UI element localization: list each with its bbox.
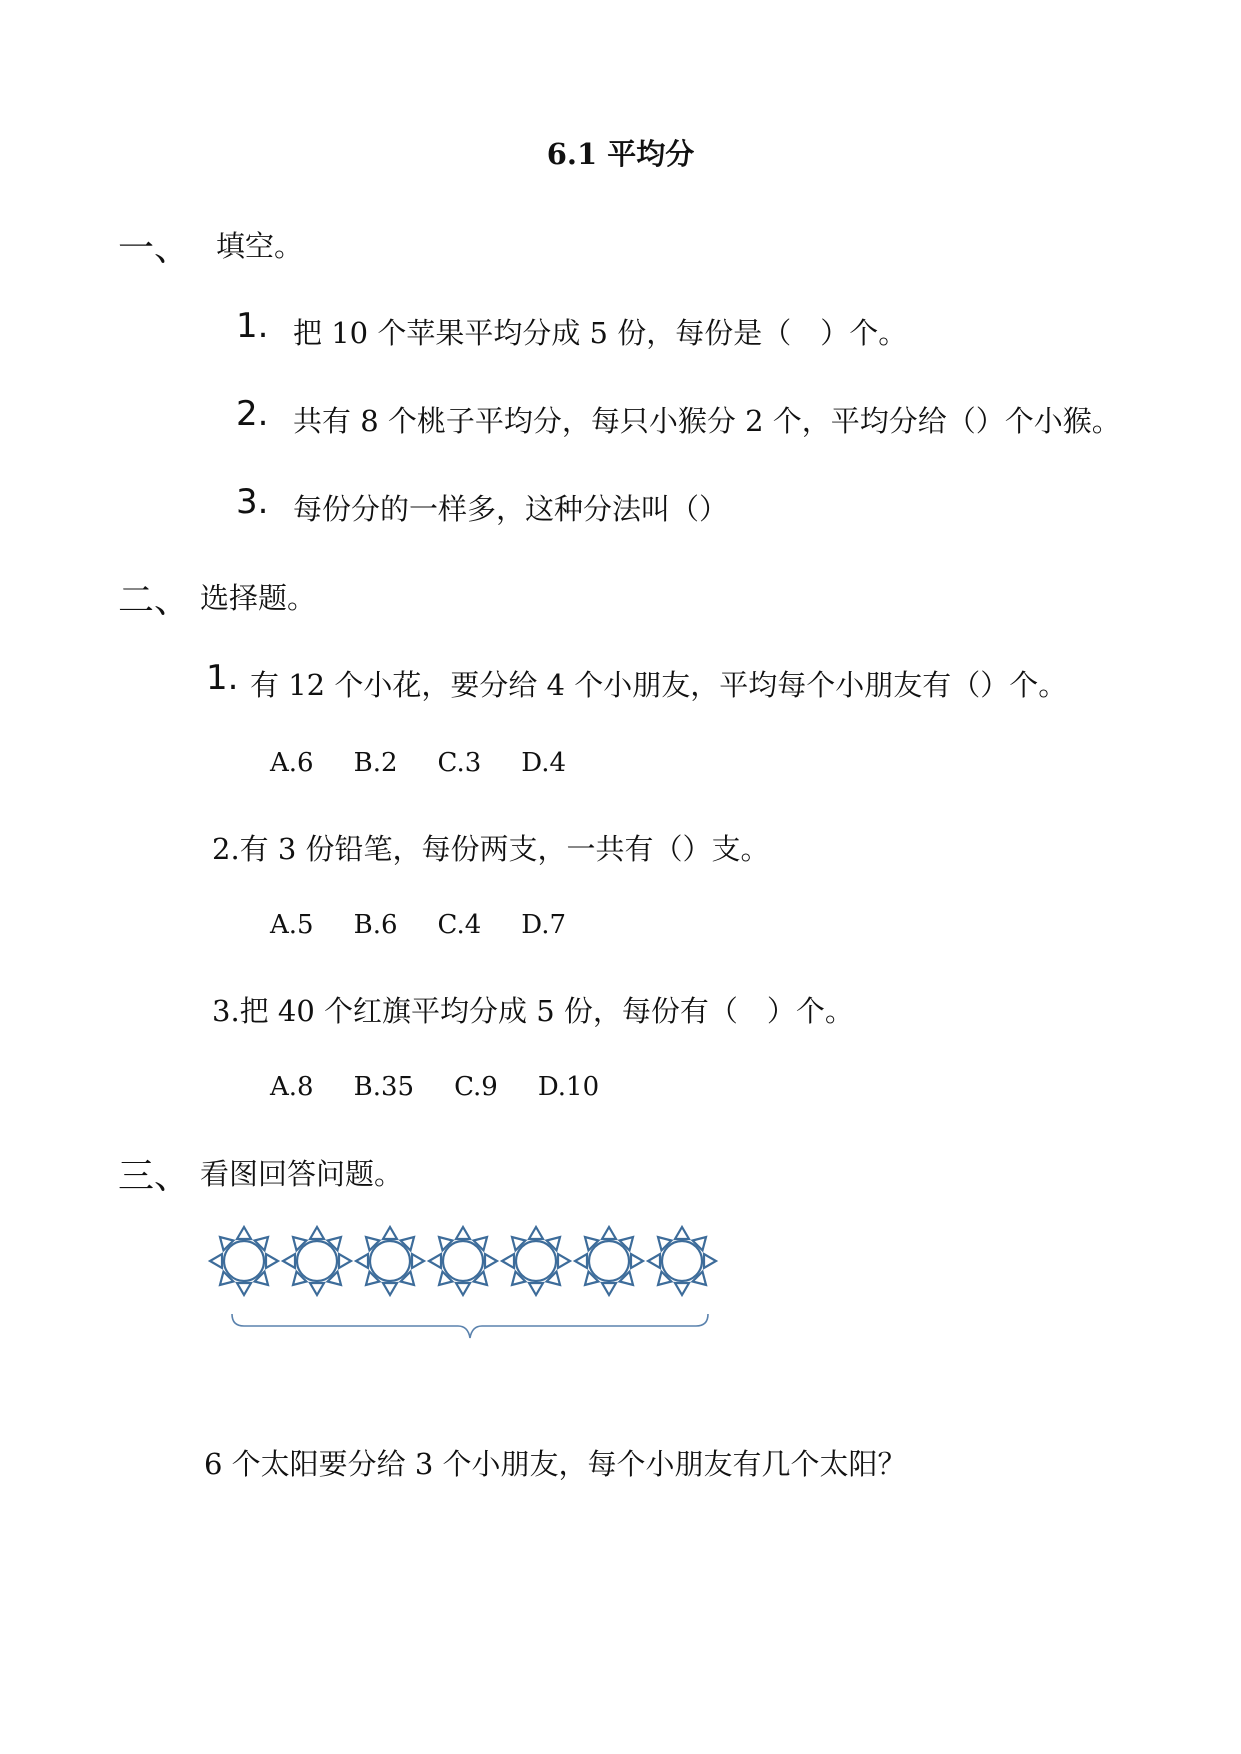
sun-ray — [237, 1227, 251, 1239]
sun-disc — [589, 1241, 629, 1281]
section-1-number: 一、 — [118, 228, 191, 269]
sun-ray — [558, 1254, 570, 1268]
s2-q3 — [212, 989, 854, 1030]
sun-ray — [456, 1283, 470, 1295]
s2-q1-number: 1. — [206, 658, 239, 698]
sun-ray — [237, 1283, 251, 1295]
sun-icon — [283, 1227, 351, 1295]
section-2-label: 选择题。 — [200, 581, 317, 615]
s2-q3-option-b[interactable]: B.35 — [353, 1072, 415, 1102]
sun-disc — [297, 1241, 337, 1281]
s1-q3-text: 每份分的一样多，这种分法叫（） — [293, 492, 729, 526]
s2-q1-text: 有 12 个小花，要分给 4 个小朋友，平均每个小朋友有（）个。 — [250, 668, 1068, 702]
s2-q1-option-d[interactable]: D.4 — [521, 748, 567, 778]
s1-q1-number: 1. — [236, 306, 269, 346]
s1-q2-number: 2. — [236, 394, 269, 434]
s2-q1-option-b[interactable]: B.2 — [353, 748, 398, 778]
sun-icon — [356, 1227, 424, 1295]
sun-disc — [370, 1241, 410, 1281]
sun-ray — [210, 1254, 222, 1268]
s2-q2-option-a[interactable]: A.5 — [270, 910, 314, 940]
s1-q3-number: 3. — [236, 482, 269, 522]
sun-ray — [529, 1227, 543, 1239]
s2-q2-option-d[interactable]: D.7 — [521, 910, 567, 940]
s2-q3-number: 3. — [212, 994, 240, 1028]
sun-ray — [675, 1227, 689, 1239]
section-1-label: 填空。 — [216, 229, 304, 263]
s2-q2-options — [270, 910, 566, 940]
section-3-label: 看图回答问题。 — [200, 1157, 404, 1191]
sun-ray — [602, 1227, 616, 1239]
sun-ray — [266, 1254, 278, 1268]
sun-icon — [648, 1227, 716, 1295]
sun-ray — [704, 1254, 716, 1268]
sun-disc — [443, 1241, 483, 1281]
sun-ray — [529, 1283, 543, 1295]
sun-row-figure — [200, 1225, 720, 1297]
sun-ray — [283, 1254, 295, 1268]
s1-q2-text: 共有 8 个桃子平均分，每只小猴分 2 个，平均分给（）个小猴。 — [293, 404, 1121, 438]
sun-ray — [356, 1254, 368, 1268]
s2-q2-option-b[interactable]: B.6 — [353, 910, 398, 940]
sun-ray — [602, 1283, 616, 1295]
brace-figure — [230, 1312, 710, 1354]
sun-ray — [383, 1283, 397, 1295]
sun-icon — [575, 1227, 643, 1295]
s2-q3-option-c[interactable]: C.9 — [454, 1072, 498, 1102]
s2-q2-number: 2. — [212, 832, 240, 866]
sun-ray — [631, 1254, 643, 1268]
sun-ray — [575, 1254, 587, 1268]
sun-ray — [648, 1254, 660, 1268]
page-title: 6.1 平均分 — [546, 137, 695, 171]
sun-disc — [516, 1241, 556, 1281]
sun-ray — [485, 1254, 497, 1268]
sun-ray — [310, 1283, 324, 1295]
section-3-number: 三、 — [118, 1156, 191, 1197]
s3-question-text: 6 个太阳要分给 3 个小朋友，每个小朋友有几个太阳？ — [204, 1447, 907, 1481]
s2-q3-options — [270, 1072, 599, 1102]
sun-disc — [224, 1241, 264, 1281]
s2-q3-text: 把 40 个红旗平均分成 5 份，每份有（ ）个。 — [239, 994, 854, 1028]
s2-q1-options — [270, 748, 566, 778]
sun-ray — [502, 1254, 514, 1268]
s2-q1-option-c[interactable]: C.3 — [437, 748, 482, 778]
s2-q2 — [212, 827, 770, 868]
brace-icon — [232, 1314, 708, 1338]
sun-icon — [429, 1227, 497, 1295]
s1-q1-text: 把 10 个苹果平均分成 5 份，每份是（ ）个。 — [293, 316, 908, 350]
sun-ray — [383, 1227, 397, 1239]
sun-ray — [310, 1227, 324, 1239]
sun-icon — [210, 1227, 278, 1295]
sun-ray — [339, 1254, 351, 1268]
s2-q2-text: 有 3 份铅笔，每份两支，一共有（）支。 — [239, 832, 770, 866]
sun-ray — [456, 1227, 470, 1239]
s2-q1-option-a[interactable]: A.6 — [270, 748, 314, 778]
s2-q2-option-c[interactable]: C.4 — [437, 910, 482, 940]
sun-disc — [662, 1241, 702, 1281]
sun-ray — [429, 1254, 441, 1268]
sun-ray — [412, 1254, 424, 1268]
section-2-number: 二、 — [118, 580, 191, 621]
s2-q3-option-a[interactable]: A.8 — [270, 1072, 314, 1102]
sun-ray — [675, 1283, 689, 1295]
sun-icon — [502, 1227, 570, 1295]
s2-q3-option-d[interactable]: D.10 — [537, 1072, 600, 1102]
